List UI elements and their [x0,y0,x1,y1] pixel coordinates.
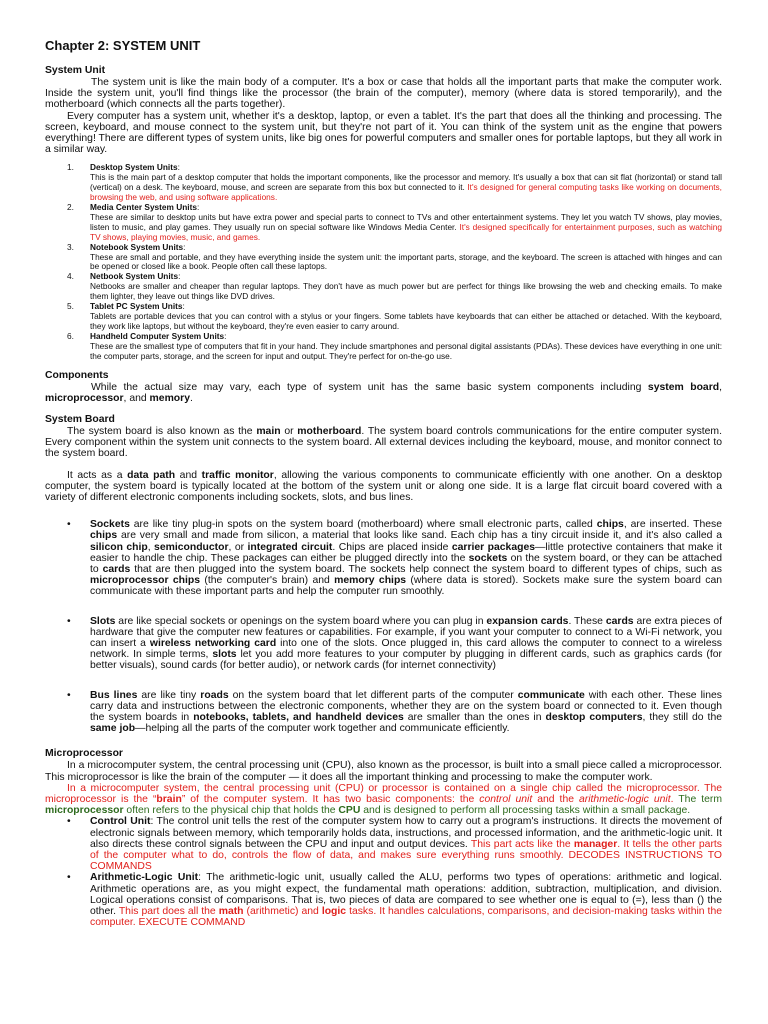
cpu-components-list [45,816,722,928]
system-board-heading: System Board [45,413,115,425]
system-unit-heading: System Unit [45,65,106,76]
system-unit-paragraph-1: The system unit is like the main body of a computer. It's a box or case that holds all the important parts that make the computer work. Inside the system unit, you'll find things like the processor (the brain of the computer), memory (where data is stored temporarily), and the motherboard (which connects all the parts together). [45,77,722,111]
unit-type-note: It's designed specifically for entertainment purposes, such as watching TV shows, playing movies, music, and games. [90,221,722,242]
list-item-bus-lines: • Bus lines are like tiny roads on the system board that let different parts of the computer communicate with each other. These lines carry data and instructions between the electronic components, whether they are on the system board or connected to it. Even though the system boards in notebooks, tablets, and handheld devices are smaller than the ones in desktop computers, they still do the same job—helping all the parts of the computer work together and communicate efficiently. [67,689,722,735]
microprocessor-paragraph: In a microcomputer system, the central processing unit (CPU), also known as the processor, is built into a small piece called a microprocessor. This microprocessor is like the brain of the computer — it does all the important thinking and processing to make the computer work. [45,760,722,783]
list-item-alu: • Arithmetic-Logic Unit: The arithmetic-logic unit, usually called the ALU, performs two types of operations: arithmetic and logical. Arithmetic operations are, as you might expect, the fundamental math operations: addition, subtraction, multiplication, and division. Logical operations consist of comparisons. That is, two pieces of data are compared to see whether one is equal to (=), less than () the other. This part does all the math (arithmetic) and logic tasks. It handles calculations, comparisons, and decision-making tasks within the computer. EXECUTE COMMAND [67,872,723,929]
microprocessor-heading: Microprocessor [45,748,123,760]
unit-type-name: Media Center System Units [90,202,197,213]
unit-type-note: It's designed for general computing tasks like working on documents, browsing the web, and using software applications. [90,182,722,203]
components-paragraph: While the actual size may vary, each type of system unit has the same basic system components including system board, microprocessor, and memory. [45,381,722,404]
bullet-icon: • [67,872,71,884]
list-item: 3. Notebook System Units: These are small and portable, and they have everything inside the system unit: the important parts, storage, and the keyboard. The screen is attached with hinges and can be opened or closed like a book. People often call these laptops. [67,241,722,272]
list-item: 1. Desktop System Units: This is the main part of a desktop computer that holds the important components, like the processor and memory. It's usually a box that can sit flat (horizontal) or stand tall (vertical) on a desk. The keyboard, mouse, and screen are separate from this box but connected to it. It's designed for general computing tasks like working on documents, browsing the web, and using software applications. [67,162,722,203]
unit-type-name: Notebook System Units [90,241,184,252]
system-board-paragraph-1: The system board is also known as the main or motherboard. The system board controls communications for the entire computer system. Every component within the system unit connects to the system board. All external devices including the keyboard, mouse, and monitor connect to the system board. [45,425,722,460]
bullet-icon: • [67,615,71,627]
list-item-sockets: • Sockets are like tiny plug-in spots on the system board (motherboard) where small electronic parts, called chips, are inserted. These chips are very small and made from silicon, a material that looks like sand. Each chip has a tiny circuit inside it, and it's also called a silicon chip, semiconductor, or integrated circuit. Chips are placed inside carrier packages—little protective containers that make it easier to handle the chip. These packages can either be plugged directly into the sockets on the system board, or they can be attached to cards that are then plugged into the system board. The sockets help connect the system board to different types of chips, such as microprocessor chips (the computer's brain) and memory chips (where data is stored). Sockets make sure the system board can communicate with these important parts and help the computer run smoothly. [67,519,723,598]
list-item: 5. Tablet PC System Units: Tablets are portable devices that you can control with a stylus or your fingers. Some tablets have keyboards that can either be attached or detached. With the keyboard, they work like laptops, but without the keyboard, they're even easier to carry around. [67,301,722,331]
unit-type-desc: These are the smallest type of computers that fit in your hand. They include smartphones and personal digital assistants (PDAs). These devices have everything in one unit: the computer parts, storage, and the screen for input and output. They're perfect for on-the-go use. [90,340,722,361]
components-heading: Components [45,369,109,381]
list-item: 4. Netbook System Units: Netbooks are smaller and cheaper than regular laptops. They don't have as much power but are perfect for things like browsing the web and checking emails. To make them lighter, they leave out things like DVD drives. [67,271,722,302]
system-unit-paragraph-2: Every computer has a system unit, whether it's a desktop, laptop, or even a tablet. It's the part that does all the thinking and processing. The screen, keyboard, and mouse connect to the system unit, but they're not part of it. You can think of the system unit as the engine that powers everything! There are different types of system units, like big ones for powerful computers and smaller ones for portable laptops, but they all work in a similar way. [45,110,722,156]
unit-type-desc: Netbooks are smaller and cheaper than regular laptops. They don't have as much power but are perfect for things like browsing the web and checking emails. To make them lighter, they leave out things like DVD drives. [90,281,722,302]
system-board-paragraph-2: It acts as a data path and traffic monitor, allowing the various components to communicate efficiently with one another. On a desktop computer, the system board is typically located at the bottom of the system unit or along one side. It is a large flat circuit board covered with a variety of different electronic components including sockets, slots, and bus lines. [45,469,722,503]
list-item: 2. Media Center System Units: These are similar to desktop units but have extra power and special parts to connect to TVs and other entertainment systems. They let you watch TV shows, play movies, listen to music, and play games. They usually run on special software like Windows Media Center. It's designed specifically for entertainment purposes, such as watching TV shows, playing movies, music, and games. [67,202,722,242]
list-item-control-unit: • Control Unit: The control unit tells the rest of the computer system how to carry out a program's instructions. It directs the movement of electronic signals between memory, which temporarily holds data, instructions, and processed information, and the arithmetic-logic unit. It also directs these control signals between the CPU and input and output devices. This part acts like the manager. It tells the other parts of the computer what to do, controls the flow of data, and makes sure everything runs smoothly. DECODES INSTRUCTIONS TO COMMANDS [67,816,722,873]
chapter-title: Chapter 2: SYSTEM UNIT [45,38,201,53]
unit-type-name: Netbook System Units [90,271,179,282]
system-board-parts-list [45,519,722,734]
unit-type-desc: These are similar to desktop units but have extra power and special parts to connect to TVs and other entertainment systems. They let you watch TV shows, play movies, listen to music, and play games. They usually run on special software like Windows Media Center. [90,211,722,232]
bullet-icon: • [67,689,71,701]
unit-type-desc: This is the main part of a desktop computer that holds the important components, like the processor and memory. It's usually a box that can sit flat (horizontal) or stand tall (vertical) on a desk. The keyboard, mouse, and screen are separate from this box but connected to it. [90,172,722,193]
bullet-icon: • [67,816,71,828]
unit-type-desc: Tablets are portable devices that you can control with a stylus or your fingers. Some tablets have keyboards that can either be attached or detached. With the keyboard, they work like laptops, but without the keyboard, they're even easier to carry around. [90,311,722,331]
list-item: 6. Handheld Computer System Units: These are the smallest type of computers that fit in your hand. They include smartphones and personal digital assistants (PDAs). These devices have everything in one unit: the computer parts, storage, and the screen for input and output. They're perfect for on-the-go use. [67,330,722,361]
unit-type-name: Tablet PC System Units [90,301,183,312]
unit-type-name: Handheld Computer System Units [90,330,225,341]
bullet-icon: • [67,519,71,531]
list-item-slots: • Slots are like special sockets or openings on the system board where you can plug in expansion cards. These cards are extra pieces of hardware that give the computer new features or capabilities. For example, if you want your computer to connect to a Wi-Fi network, you can insert a wireless networking card into one of the slots. Once plugged in, this card allows the computer to connect to a wireless network. In simple terms, slots let you add more features to your computer by plugging in different cards, such as graphics cards (for better visuals), sound cards (for better audio), or network cards (for internet connectivity) [67,615,723,672]
unit-type-name: Desktop System Units [90,162,178,173]
microprocessor-red-note: In a microcomputer system, the central processing unit (CPU) or processor is contained on a single chip called the microprocessor. The microprocessor is the “brain” of the computer system. It has two basic components: the control unit and the arithmetic-logic unit. The term microprocessor often refers to the physical chip that holds the CPU and is designed to perform all processing tasks within a small package. [45,782,723,817]
unit-type-desc: These are small and portable, and they have everything inside the system unit: the important parts, storage, and the keyboard. The screen is attached with hinges and can be opened or closed like a book. People often call these laptops. [90,251,722,272]
system-unit-types-list [45,163,722,361]
